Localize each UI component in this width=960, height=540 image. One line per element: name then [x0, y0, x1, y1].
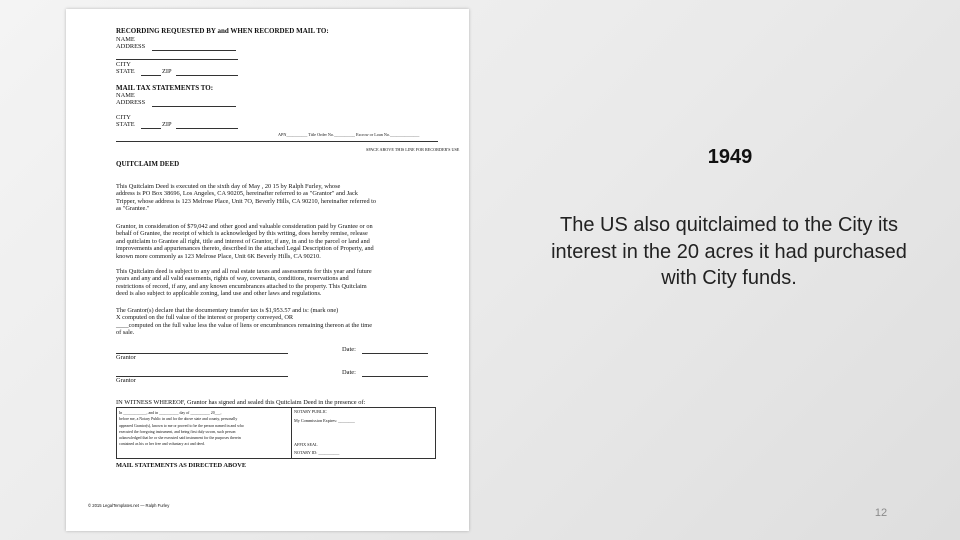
deed-paragraph-4: The Grantor(s) declare that the documentary transfer tax is $1,953.57 and is: (mark one) X computed on the full value of the interest or property conveyed, OR ____computed on the full value less the value of liens or encumbrances remaining thereon at the time of sale.	[116, 307, 372, 337]
date-line-1	[362, 353, 428, 354]
address-line-2	[116, 59, 238, 60]
name-label: NAME	[116, 36, 135, 43]
zip-line-2	[176, 128, 238, 129]
address-label-2: ADDRESS	[116, 99, 146, 106]
state-line	[141, 75, 161, 76]
grantor-signature-line-2	[116, 376, 288, 377]
mail-statements-label: MAIL STATEMENTS AS DIRECTED ABOVE	[116, 462, 247, 469]
apn-line: APN__________ Title Order No.__________ Escrow or Loan No.______________	[278, 132, 420, 137]
notary-public-label: NOTARY PUBLIC	[294, 409, 327, 414]
commission-expires-label: My Commission Expires: ________	[294, 418, 355, 423]
deed-footer: © 2015 LegalTemplates.net — Ralph Furley	[88, 503, 170, 508]
deed-paragraph-2: Grantor, in consideration of $79,042 and other good and valuable consideration paid by Grantee or on behalf of Grantee, the receipt of which is acknowledged by this writing, does hereby remise, release and quitclaim to Grantee all right, title and interest of Grantor, if any, in and to the parcel or land and improvements and appurtenances thereto, described in the attached Legal Description of Property, and known more commonly as 123 Melrose Place, Unit 6K Beverly Hills, CA 90210.	[116, 223, 374, 260]
city-label-2: CITY	[116, 114, 131, 121]
grantor-label-2: Grantor	[116, 377, 136, 384]
city-label: CITY	[116, 61, 131, 68]
slide-body-text: The US also quitclaimed to the City its interest in the 20 acres it had purchased with City funds.	[551, 214, 907, 289]
deed-paragraph-1: This Quitclaim Deed is executed on the sixth day of May , 20 15 by Ralph Furley, whose address is PO Box 38696, Los Angeles, CA 90205, hereinafter referred to as "Grantor" and Jack Tripper, whose address is 123 Melrose Place, Unit 7O, Beverly Hills, CA 90210, hereinafter referred to as "Grantee."	[116, 183, 377, 213]
state-label: STATE	[116, 68, 135, 75]
name-label-2: NAME	[116, 92, 135, 99]
date-line-2	[362, 376, 428, 377]
recorder-divider	[116, 141, 438, 142]
date-label-1: Date:	[342, 346, 356, 353]
notary-box-divider	[291, 407, 292, 458]
affix-seal-label: AFFIX SEAL	[294, 442, 318, 447]
zip-line	[176, 75, 238, 76]
slide-year-heading: 1949	[707, 146, 753, 168]
address-label: ADDRESS	[116, 43, 146, 50]
quitclaim-deed-image	[66, 9, 469, 531]
notary-acknowledgment: In ____________, and in __________ day of __________ 20___, before me, a Notary Public in and for the above state and county, personally appeared Grantor(s), known to me or proved to be the person named in and who executed the foregoing instrument, and being first duly sworn, such person acknowledged that he or she executed said instrument for the purposes therein contained as his or her free and voluntary act and deed.	[119, 411, 244, 447]
recording-header: RECORDING REQUESTED BY and WHEN RECORDED MAIL TO:	[116, 27, 329, 35]
state-label-2: STATE	[116, 121, 135, 128]
mail-tax-header: MAIL TAX STATEMENTS TO:	[116, 84, 214, 92]
notary-id-label: NOTARY ID: __________	[294, 450, 340, 455]
recorder-use-label: SPACE ABOVE THIS LINE FOR RECORDER'S USE	[366, 147, 460, 152]
witness-line: IN WITNESS WHEREOF, Grantor has signed and sealed this Quitclaim Deed in the presence of:	[116, 399, 366, 406]
deed-paragraph-3: This Quitclaim deed is subject to any and all real estate taxes and assessments for this year and future years and any and all valid easements, rights of way, covenants, conditions, reservations and restrictions of record, if any, and any known encumbrances attached to the property. This Quitclaim deed is also subject to applicable zoning, land use and other laws and regulations.	[116, 268, 372, 298]
state-line-2	[141, 128, 161, 129]
zip-label: ZIP	[162, 68, 172, 75]
zip-label-2: ZIP	[162, 121, 172, 128]
address-line-3	[152, 106, 236, 107]
date-label-2: Date:	[342, 369, 356, 376]
slide-page-number: 12	[874, 507, 888, 519]
grantor-label-1: Grantor	[116, 354, 136, 361]
grantor-signature-line-1	[116, 353, 288, 354]
address-line	[152, 50, 236, 51]
deed-title: QUITCLAIM DEED	[116, 160, 180, 168]
